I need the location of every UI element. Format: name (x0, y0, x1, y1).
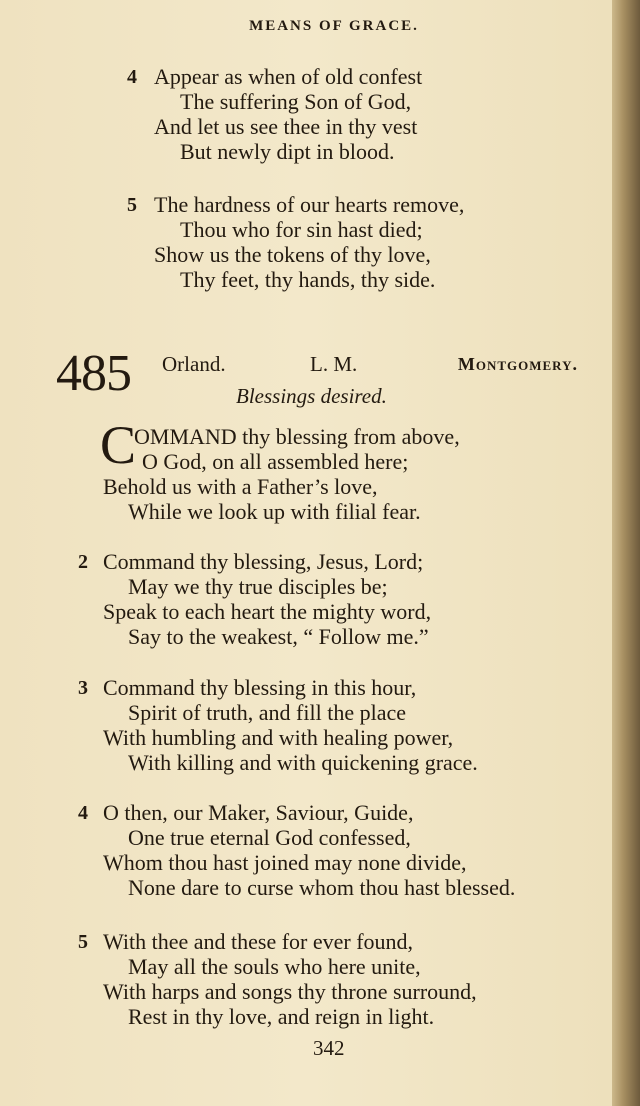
verse-line: The suffering Son of God, (180, 89, 412, 114)
verse-line: With killing and with quickening grace. (128, 750, 478, 775)
verse-line: Spirit of truth, and fill the place (128, 700, 406, 725)
hymn-number: 485 (56, 345, 131, 402)
verse-line: Appear as when of old confest (154, 64, 423, 89)
verse-line: May we thy true disciples be; (128, 574, 388, 599)
stanza-number: 3 (78, 677, 88, 699)
verse-line: OMMAND thy blessing from above, (134, 424, 460, 449)
verse-line: Behold us with a Father’s love, (103, 474, 378, 499)
tune-name: Orland. (162, 352, 226, 376)
verse-line: Command thy blessing, Jesus, Lord; (103, 549, 424, 574)
author: Montgomery. (457, 354, 578, 374)
verse-line: And let us see thee in thy vest (154, 114, 418, 139)
verse-line: Rest in thy love, and reign in light. (128, 1004, 435, 1029)
verse-line: With harps and songs thy throne surround, (103, 979, 477, 1004)
book-spine-shadow (612, 0, 640, 1106)
verse-line: O then, our Maker, Saviour, Guide, (103, 800, 414, 825)
verse-line: The hardness of our hearts remove, (154, 192, 465, 217)
verse-line: O God, on all assembled here; (142, 449, 409, 474)
verse-line: Whom thou hast joined may none divide, (103, 850, 467, 875)
stanza-number: 4 (78, 802, 88, 824)
verse-line: One true eternal God confessed, (128, 825, 411, 850)
drop-cap: C (100, 415, 137, 475)
verse-line: May all the souls who here unite, (128, 954, 421, 979)
stanza-number: 2 (78, 551, 88, 573)
verse-line: While we look up with filial fear. (128, 499, 421, 524)
stanza-number: 5 (78, 931, 88, 953)
verse-line: None dare to curse whom thou hast blessed. (128, 875, 516, 900)
meter: L. M. (310, 352, 358, 376)
stanza-number: 4 (127, 66, 137, 88)
hymn-subject: Blessings desired. (236, 384, 387, 408)
verse-line: Speak to each heart the mighty word, (103, 599, 432, 624)
verse-line: Show us the tokens of thy love, (154, 242, 431, 267)
verse-line: Thy feet, thy hands, thy side. (180, 267, 436, 292)
verse-line: Say to the weakest, “ Follow me.” (128, 624, 429, 649)
verse-line: With thee and these for ever found, (103, 929, 414, 954)
page-number: 342 (313, 1036, 345, 1060)
stanza-number: 5 (127, 194, 137, 216)
verse-line: Thou who for sin hast died; (180, 217, 423, 242)
verse-line: With humbling and with healing power, (103, 725, 454, 750)
verse-line: Command thy blessing in this hour, (103, 675, 417, 700)
running-head: MEANS OF GRACE. (249, 18, 419, 34)
verse-line: But newly dipt in blood. (180, 139, 395, 164)
